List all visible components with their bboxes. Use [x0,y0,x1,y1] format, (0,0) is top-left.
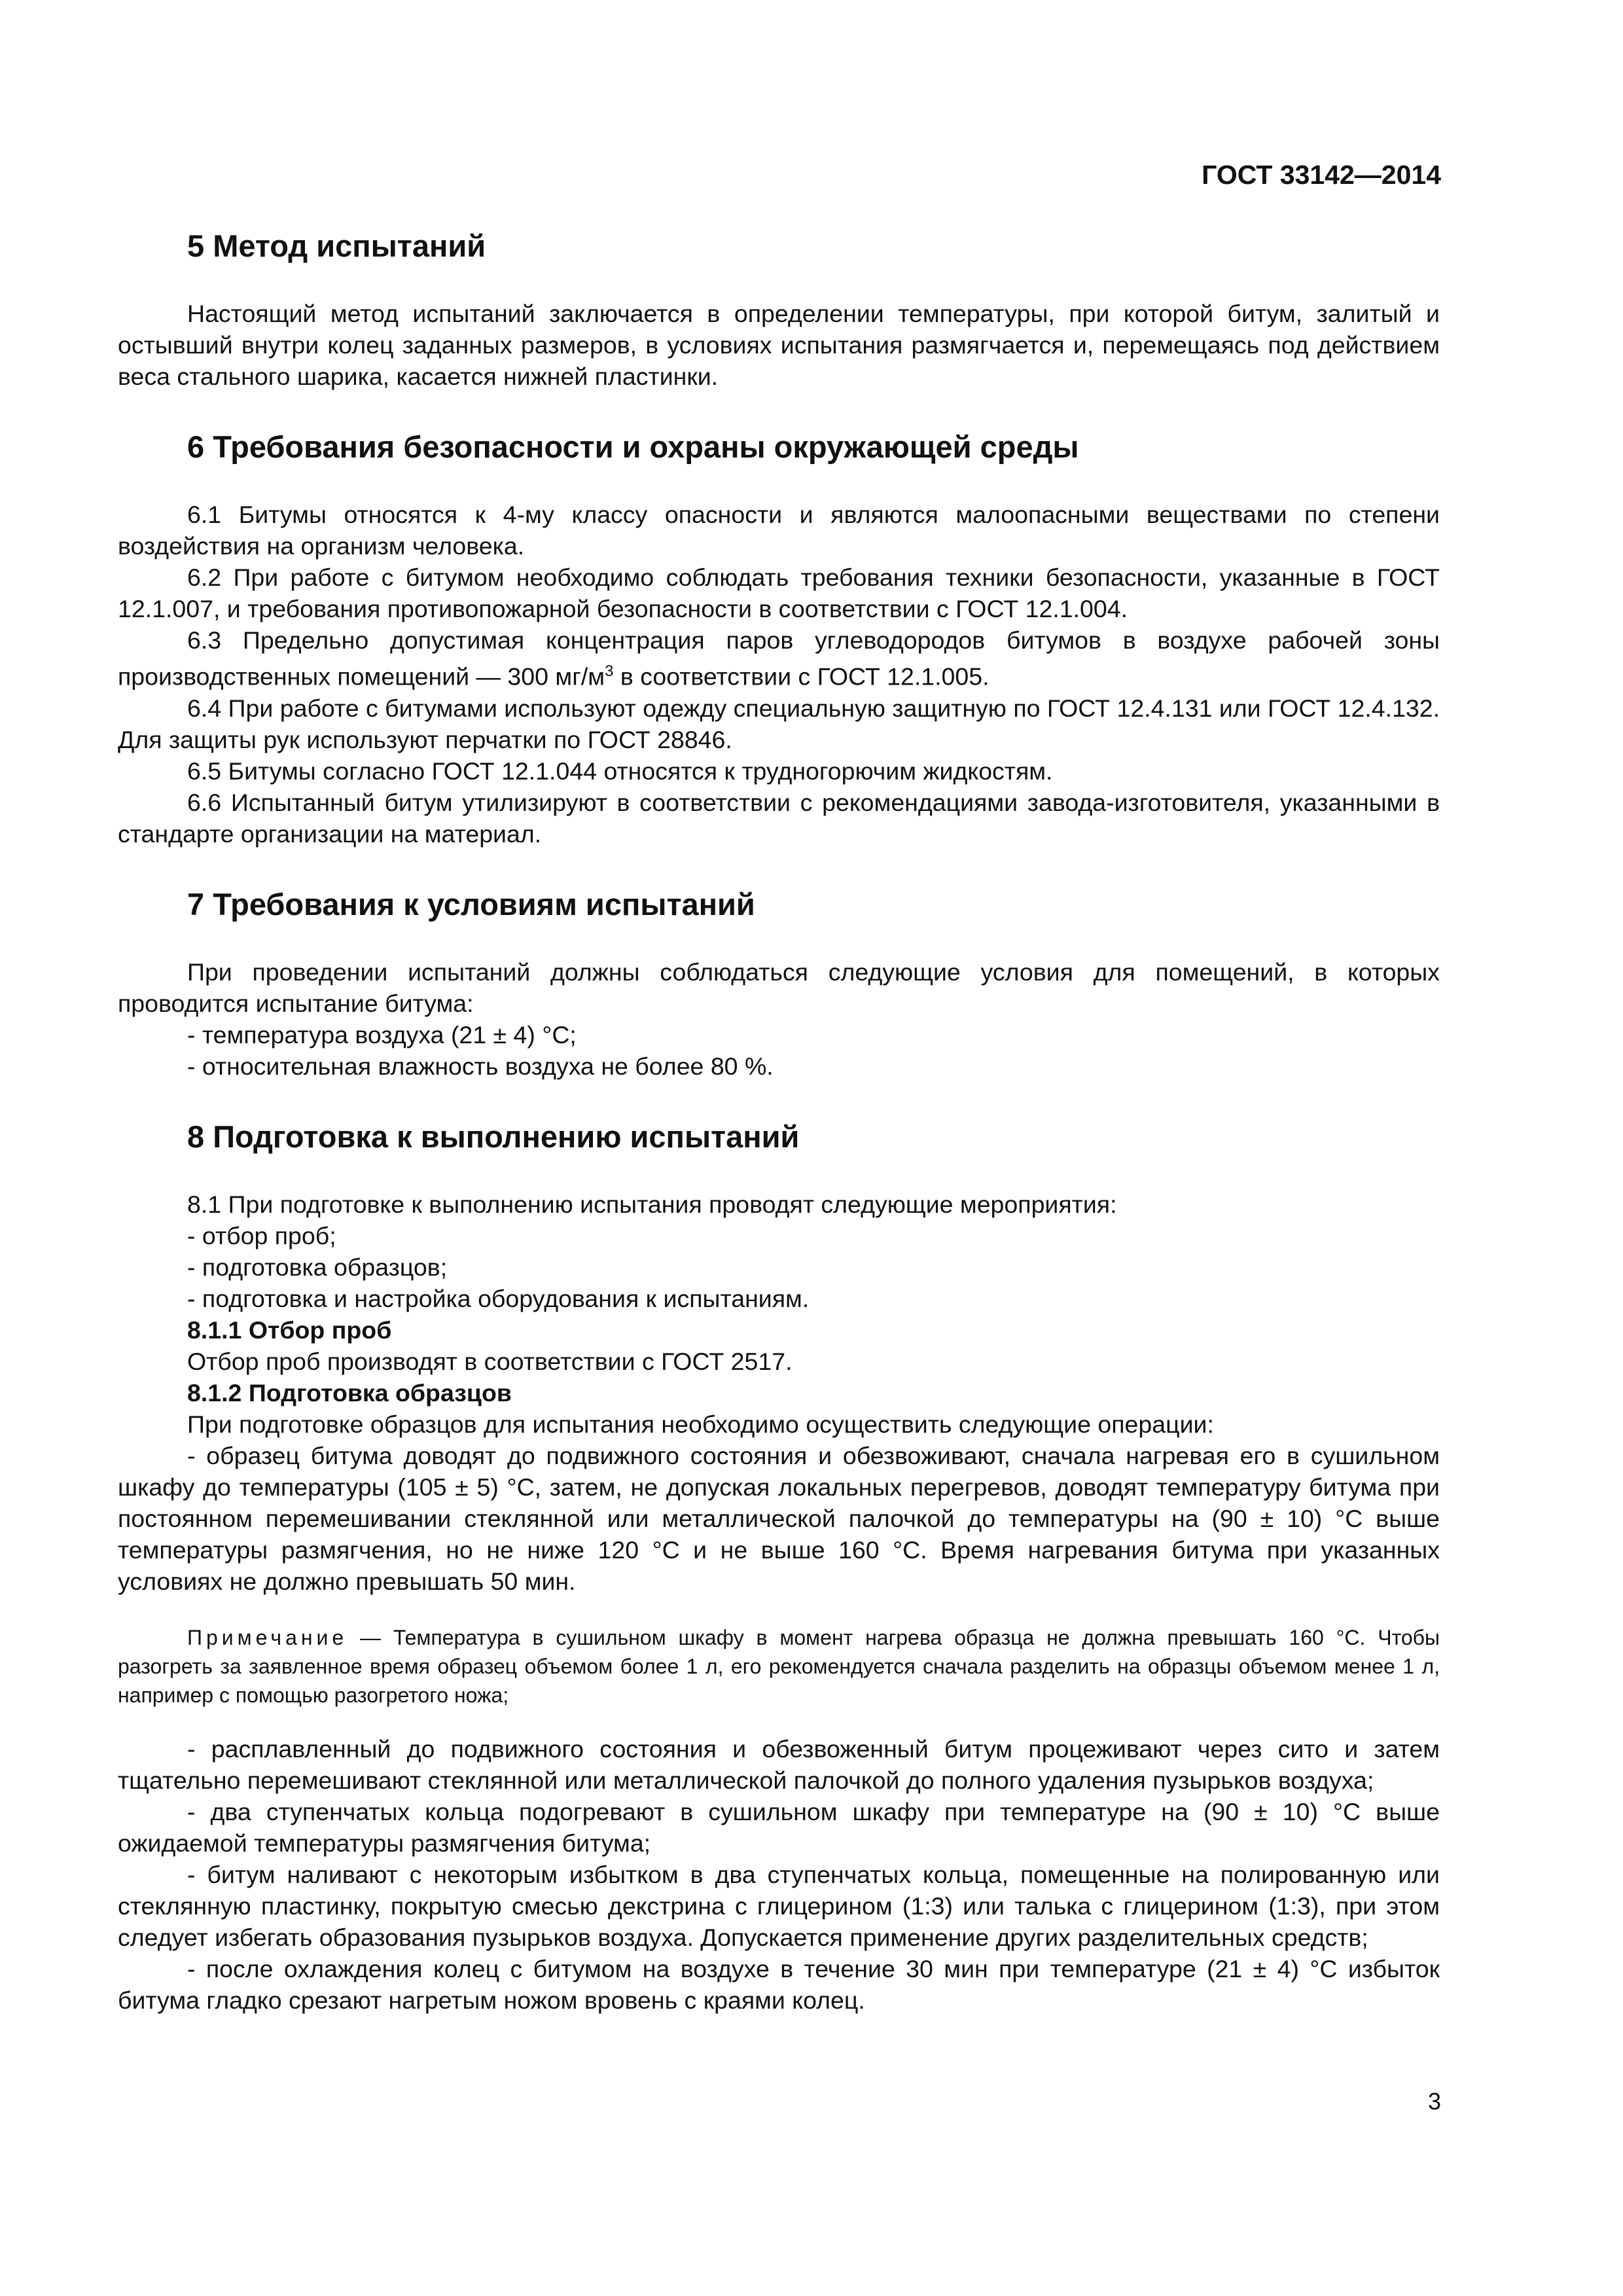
note-label: Примечание [187,1625,348,1649]
page-content [118,228,1440,2016]
list-item: - после охлаждения колец с битумом на воздухе в течение 30 мин при температуре (21 ± 4) °С избыток битума гладко срезают нагретым ножом вровень с краями колец. [118,1954,1440,2014]
list-item: - отбор проб; [187,1221,336,1249]
section-7-paragraph: При проведении испытаний должны соблюдаться следующие условия для помещений, в которых проводится испытание битума: [118,958,1440,1017]
note-text: — Температура в сушильном шкафу в момент нагрева образца не должна превышать 160 °С. Чтобы разогреть за заявленное время образец объемом более 1 л, его рекомендуется сначала разделить на образцы объемом менее 1 л, например с помощью разогретого ножа; [118,1625,1440,1707]
subclause-8-1-1-text: Отбор проб производят в соответствии с ГОСТ 2517. [187,1347,793,1375]
list-item: - подготовка и настройка оборудования к испытаниям. [187,1284,810,1312]
section-5-paragraph: Настоящий метод испытаний заключается в определении температуры, при которой битум, залитый и остывший внутри колец заданных размеров, в условиях испытания размягчается и, перемещаясь под действием веса стального шарика, касается нижней пластинки. [118,300,1440,390]
clause-6-5: 6.5 Битумы согласно ГОСТ 12.1.044 относятся к трудногорючим жидкостям. [187,757,1053,785]
section-8-title: 8 Подготовка к выполнению испытаний [187,1119,800,1154]
clause-6-2: 6.2 При работе с битумом необходимо соблюдать требования техники безопасности, указанные в ГОСТ 12.1.007, и требования противопожарной безопасности в соответствии с ГОСТ 12.1.004. [118,564,1440,622]
section-5-title: 5 Метод испытаний [187,228,486,263]
subclause-8-1-2-title: 8.1.2 Подготовка образцов [187,1378,512,1407]
clause-6-4: 6.4 При работе с битумами используют одежду специальную защитную по ГОСТ 12.4.131 или ГОСТ 12.4.132. Для защиты рук используют перчатки по ГОСТ 28846. [118,694,1440,753]
section-7-title: 7 Требования к условиям испытаний [187,886,755,922]
clause-6-6: 6.6 Испытанный битум утилизируют в соответствии с рекомендациями завода-изготовителя, указанными в стандарте организации на материал. [118,788,1440,848]
clause-6-3-text: 6.3 Предельно допустимая концентрация паров углеводородов битумов в воздухе рабочей зоны производственных помещений — 300 мг/м [118,626,1440,691]
page-number: 3 [1427,2088,1441,2115]
note [118,1623,1440,1710]
list-item: - два ступенчатых кольца подогревают в сушильном шкафу при температуре на (90 ± 10) °С выше ожидаемой температуры размягчения битума; [118,1797,1440,1857]
list-item: - подготовка образцов; [187,1253,448,1281]
document-id: ГОСТ 33142—2014 [1202,160,1441,190]
list-item: - температура воздуха (21 ± 4) °С; [187,1020,577,1049]
clause-6-1: 6.1 Битумы относятся к 4-му классу опасности и являются малоопасными веществами по степени воздействия на организм человека. [118,501,1440,560]
clause-6-3 [118,624,1440,692]
subclause-8-1-2-text: При подготовке образцов для испытания необходимо осуществить следующие операции: [187,1410,1214,1438]
list-item: - битум наливают с некоторым избытком в два ступенчатых кольца, помещенные на полированную или стеклянную пластинку, покрытую смесью декстрина с глицерином (1:3) или талька с глицерином (1:3), при этом следует избегать образования пузырьков воздуха. Допускается применение других разделительных средств; [118,1860,1440,1951]
section-6-title: 6 Требования безопасности и охраны окружающей среды [187,429,1079,464]
superscript-3: 3 [605,662,614,680]
subclause-8-1-1-title: 8.1.1 Отбор проб [187,1316,392,1344]
clause-6-3-tail: в соответствии с ГОСТ 12.1.005. [613,662,990,691]
list-item: - образец битума доводят до подвижного состояния и обезвоживают, сначала нагревая его в сушильном шкафу до температуры (105 ± 5) °С, затем, не допуская локальных перегревов, доводят температуру битума при постоянном перемешивании стеклянной или металлической палочкой до температуры на (90 ± 10) °С выше температуры размягчения, но не ниже 120 °С и не выше 160 °С. Время нагревания битума при указанных условиях не должно превышать 50 мин. [118,1441,1440,1595]
list-item: - относительная влажность воздуха не более 80 %. [187,1052,774,1080]
clause-8-1: 8.1 При подготовке к выполнению испытания проводят следующие мероприятия: [187,1190,1117,1218]
list-item: - расплавленный до подвижного состояния и обезвоженный битум процеживают через сито и затем тщательно перемешивают стеклянной или металлической палочкой до полного удаления пузырьков воздуха; [118,1734,1440,1794]
